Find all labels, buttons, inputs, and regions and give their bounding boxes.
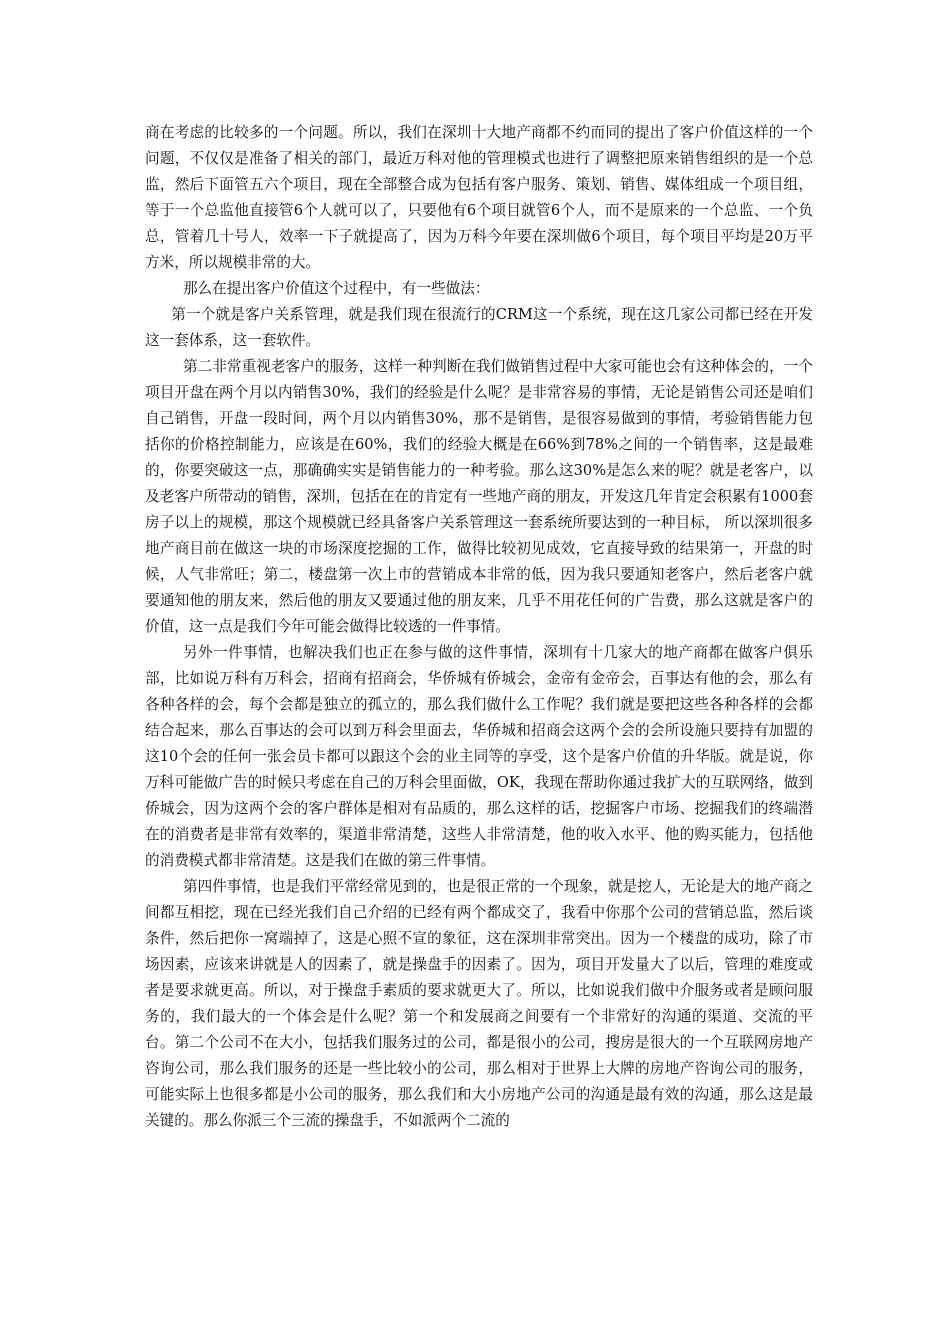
paragraph-4: 第二非常重视老客户的服务，这样一种判断在我们做销售过程中大家可能也会有这种体会的，一个项目开盘在两个月以内销售30%，我们的经验是什么呢？是非常容易的事情，无论是销售公司还是咱们自己销售，开盘一段时间，两个月以内销售30%，那不是销售，是很容易做到的事情，考验销售能力包括你的价格控制能力，应该是在60%，我们的经验大概是在66%到78%之间的一个销售率，这是最难的，你要突破这一点，那确确实实是销售能力的一种考验。那么这30%是怎么来的呢？就是老客户，以及老客户所带动的销售，深圳，包括在在的肯定有一些地产商的朋友，开发这几年肯定会积累有1000套房子以上的规模，那这个规模就已经具备客户关系管理这一套系统所要达到的一种目标， 所以深圳很多地产商目前在做这一块的市场深度挖掘的工作，做得比较初见成效，它直接导致的结果第一，开盘的时候，人气非常旺；第二，楼盘第一次上市的营销成本非常的低，因为我只要通知老客户，然后老客户就要通知他的朋友来，然后他的朋友又要通过他的朋友来，几乎不用花任何的广告费，那么这就是客户的价值，这一点是我们今年可能会做得比较透的一件事情。 bbox=[145, 358, 813, 635]
document-body bbox=[145, 120, 813, 1134]
paragraph-3: 第一个就是客户关系管理，就是我们现在很流行的CRM这一个系统，现在这几家公司都已经在开发这一套体系，这一套软件。 bbox=[145, 306, 813, 349]
paragraph-5: 另外一件事情，也解决我们也正在参与做的这件事情，深圳有十几家大的地产商都在做客户俱乐部，比如说万科有万科会，招商有招商会，华侨城有侨城会，金帝有金帝会，百事达有他的会，那么有各种各样的会，每个会都是独立的孤立的，那么我们做什么工作呢？我们就是要把这些各种各样的会都结合起来，那么百事达的会可以到万科会里面去，华侨城和招商会这两个会的会所设施只要持有加盟的这10个会的任何一张会员卡都可以跟这个会的业主同等的享受，这个是客户价值的升华版。就是说，你万科可能做广告的时候只考虑在自己的万科会里面做，OK，我现在帮助你通过我扩大的互联网络，做到侨城会，因为这两个会的客户群体是相对有品质的，那么这样的话，挖掘客户市场、挖掘我们的终端潜在的消费者是非常有效率的，渠道非常清楚，这些人非常清楚，他的收入水平、他的购买能力，包括他的消费模式都非常清楚。这是我们在做的第三件事情。 bbox=[145, 644, 813, 869]
paragraph-2: 那么在提出客户价值这个过程中，有一些做法： bbox=[182, 280, 490, 297]
paragraph-6: 第四件事情，也是我们平常经常见到的，也是很正常的一个现象，就是挖人，无论是大的地产商之间都互相挖，现在已经光我们自己介绍的已经有两个都成交了，我看中你那个公司的营销总监，然后谈条件，然后把你一窝端掉了，这是心照不宣的象征，这在深圳非常突出。因为一个楼盘的成功，除了市场因素，应该来讲就是人的因素了，就是操盘手的因素了。因为，项目开发量大了以后，管理的难度或者是要求就更高。所以，对于操盘手素质的要求就更大了。所以，比如说我们做中介服务或者是顾问服务的，我们最大的一个体会是什么呢？第一个和发展商之间要有一个非常好的沟通的渠道、交流的平台。第二个公司不在大小，包括我们服务过的公司，都是很小的公司，搜房是很大的一个互联网房地产咨询公司，那么我们服务的还是一些比较小的公司，那么相对于世界上大牌的房地产咨询公司的服务，可能实际上也很多都是小公司的服务，那么我们和大小房地产公司的沟通是最有效的沟通，那么这是最关键的。那么你派三个三流的操盘手，不如派两个二流的 bbox=[145, 878, 813, 1129]
paragraph-1: 商在考虑的比较多的一个问题。所以，我们在深圳十大地产商都不约而同的提出了客户价值这样的一个问题，不仅仅是准备了相关的部门，最近万科对他的管理模式也进行了调整把原来销售组织的是一个总监，然后下面管五六个项目，现在全部整合成为包括有客户服务、策划、销售、媒体组成一个项目组，等于一个总监他直接管6个人就可以了，只要他有6个项目就管6个人，而不是原来的一个总监、一个负总，管着几十号人，效率一下子就提高了，因为万科今年要在深圳做6个项目，每个项目平均是20万平方米，所以规模非常的大。 bbox=[145, 124, 813, 271]
